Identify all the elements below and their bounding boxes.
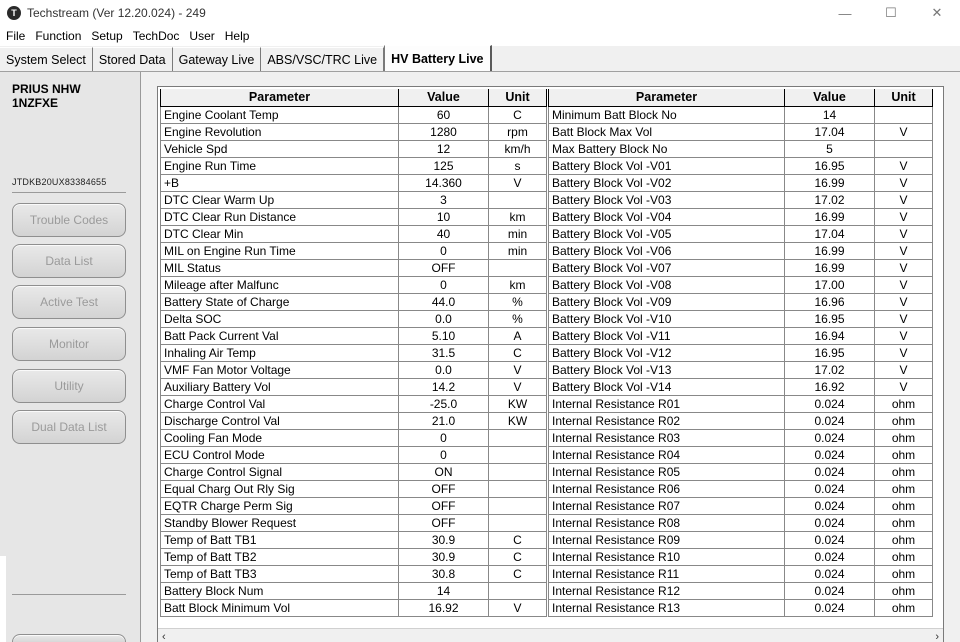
value-cell: 16.95 — [785, 344, 875, 361]
table-row[interactable] — [161, 276, 547, 293]
unit-cell: ohm — [875, 429, 933, 446]
value-cell: 30.9 — [399, 548, 489, 565]
parameter-cell: Engine Run Time — [161, 157, 399, 174]
unit-cell: ohm — [875, 446, 933, 463]
menu-setup[interactable]: Setup — [91, 29, 123, 43]
table-row[interactable] — [161, 429, 547, 446]
column-header-unit[interactable]: Unit — [489, 89, 547, 106]
value-cell: 16.94 — [785, 327, 875, 344]
unit-cell: V — [875, 327, 933, 344]
table-row[interactable] — [549, 259, 933, 276]
parameter-cell: Batt Block Minimum Vol — [161, 599, 399, 616]
unit-cell: s — [489, 157, 547, 174]
value-cell: 0 — [399, 446, 489, 463]
value-cell: 0.024 — [785, 548, 875, 565]
parameter-cell: Internal Resistance R10 — [549, 548, 785, 565]
parameter-cell: Battery Block Vol -V08 — [549, 276, 785, 293]
value-cell: 0.0 — [399, 310, 489, 327]
parameter-cell: Minimum Batt Block No — [549, 106, 785, 123]
unit-cell: V — [875, 157, 933, 174]
parameter-cell: Internal Resistance R04 — [549, 446, 785, 463]
unit-cell: ohm — [875, 412, 933, 429]
tab-hv-battery-live[interactable]: HV Battery Live — [384, 45, 491, 71]
table-row[interactable] — [549, 497, 933, 514]
value-cell: -25.0 — [399, 395, 489, 412]
value-cell: 30.8 — [399, 565, 489, 582]
table-row[interactable] — [161, 361, 547, 378]
table-row[interactable] — [549, 412, 933, 429]
main-content — [141, 72, 960, 642]
unit-cell — [489, 429, 547, 446]
unit-cell: min — [489, 242, 547, 259]
value-cell: 14 — [785, 106, 875, 123]
parameter-cell: Battery Block Vol -V12 — [549, 344, 785, 361]
table-row[interactable] — [161, 599, 547, 616]
parameter-cell: DTC Clear Warm Up — [161, 191, 399, 208]
table-row[interactable] — [161, 242, 547, 259]
parameter-cell: Temp of Batt TB1 — [161, 531, 399, 548]
table-row[interactable] — [549, 480, 933, 497]
parameter-cell: Battery Block Vol -V05 — [549, 225, 785, 242]
parameter-cell: Battery Block Vol -V09 — [549, 293, 785, 310]
table-row[interactable] — [161, 463, 547, 480]
value-cell: 0.024 — [785, 480, 875, 497]
parameter-cell: Battery Block Vol -V03 — [549, 191, 785, 208]
table-row[interactable] — [549, 174, 933, 191]
parameter-cell: Internal Resistance R12 — [549, 582, 785, 599]
parameter-cell: EQTR Charge Perm Sig — [161, 497, 399, 514]
unit-cell: V — [875, 378, 933, 395]
table-row[interactable] — [549, 565, 933, 582]
value-cell: 0 — [399, 276, 489, 293]
tab-gateway-live[interactable]: Gateway Live — [173, 47, 262, 71]
parameter-cell: Inhaling Air Temp — [161, 344, 399, 361]
title-bar — [0, 0, 960, 26]
value-cell: 5.10 — [399, 327, 489, 344]
menu-file[interactable]: File — [6, 29, 26, 43]
dual-data-list-button[interactable]: Dual Data List — [12, 410, 126, 444]
minimize-icon[interactable]: — — [838, 5, 852, 21]
data-list-button[interactable]: Data List — [12, 244, 126, 278]
unit-cell: V — [875, 174, 933, 191]
table-row[interactable] — [549, 429, 933, 446]
parameter-cell: Auxiliary Battery Vol — [161, 378, 399, 395]
unit-cell: V — [875, 361, 933, 378]
value-cell: 0 — [399, 429, 489, 446]
unit-cell: A — [489, 327, 547, 344]
column-header-parameter[interactable]: Parameter — [161, 89, 399, 106]
window-controls — [822, 0, 960, 26]
parameter-cell: Internal Resistance R01 — [549, 395, 785, 412]
value-cell: 0.024 — [785, 599, 875, 616]
parameter-cell: Battery Block Vol -V10 — [549, 310, 785, 327]
table-row[interactable] — [549, 514, 933, 531]
parameter-cell: DTC Clear Min — [161, 225, 399, 242]
value-cell: 5 — [785, 140, 875, 157]
maximize-icon[interactable]: ☐ — [885, 5, 897, 20]
table-row[interactable] — [549, 140, 933, 157]
table-row[interactable] — [549, 446, 933, 463]
table-row[interactable] — [549, 548, 933, 565]
parameter-cell: Internal Resistance R03 — [549, 429, 785, 446]
parameter-cell: Engine Coolant Temp — [161, 106, 399, 123]
table-row[interactable] — [549, 531, 933, 548]
unit-cell: V — [489, 174, 547, 191]
table-row[interactable] — [549, 463, 933, 480]
parameter-cell: ECU Control Mode — [161, 446, 399, 463]
sidebar-edge — [0, 556, 6, 642]
table-row[interactable] — [161, 259, 547, 276]
column-header-value[interactable]: Value — [785, 89, 875, 106]
unit-cell — [875, 106, 933, 123]
value-cell: 0.024 — [785, 514, 875, 531]
value-cell: 0 — [399, 242, 489, 259]
value-cell: 0.024 — [785, 565, 875, 582]
parameter-cell: Battery Block Vol -V13 — [549, 361, 785, 378]
unit-cell: ohm — [875, 599, 933, 616]
unit-cell: ohm — [875, 531, 933, 548]
table-row[interactable] — [549, 378, 933, 395]
parameter-cell: Battery Block Vol -V07 — [549, 259, 785, 276]
parameter-cell: Internal Resistance R08 — [549, 514, 785, 531]
table-row[interactable] — [161, 531, 547, 548]
horizontal-scrollbar[interactable] — [158, 628, 943, 642]
parameter-cell: Vehicle Spd — [161, 140, 399, 157]
parameter-cell: +B — [161, 174, 399, 191]
column-header-unit[interactable]: Unit — [875, 89, 933, 106]
parameter-cell: MIL Status — [161, 259, 399, 276]
sidebar-divider — [12, 192, 126, 193]
value-cell: 17.04 — [785, 225, 875, 242]
table-row[interactable] — [549, 225, 933, 242]
table-row[interactable] — [549, 123, 933, 140]
unit-cell: V — [875, 208, 933, 225]
sidebar-bottom-button[interactable] — [12, 634, 126, 642]
parameter-cell: Batt Pack Current Val — [161, 327, 399, 344]
parameter-cell: Battery Block Vol -V02 — [549, 174, 785, 191]
unit-cell: min — [489, 225, 547, 242]
value-cell: 0.024 — [785, 463, 875, 480]
table-row[interactable] — [161, 106, 547, 123]
parameter-cell: Charge Control Val — [161, 395, 399, 412]
value-cell: 14 — [399, 582, 489, 599]
parameter-cell: Internal Resistance R13 — [549, 599, 785, 616]
value-cell: 16.95 — [785, 310, 875, 327]
unit-cell: km/h — [489, 140, 547, 157]
value-cell: 30.9 — [399, 531, 489, 548]
unit-cell: V — [489, 599, 547, 616]
value-cell: 17.04 — [785, 123, 875, 140]
window-title: Techstream (Ver 12.20.024) - 249 — [27, 6, 206, 20]
unit-cell: ohm — [875, 514, 933, 531]
table-row[interactable] — [161, 327, 547, 344]
sidebar-divider — [12, 594, 126, 595]
table-row[interactable] — [549, 344, 933, 361]
unit-cell: V — [875, 123, 933, 140]
data-table-right — [548, 89, 933, 617]
value-cell: 0.024 — [785, 497, 875, 514]
data-table-left — [160, 89, 547, 617]
tab-system-select[interactable]: System Select — [0, 47, 93, 71]
value-cell: 14.360 — [399, 174, 489, 191]
unit-cell — [489, 191, 547, 208]
unit-cell: V — [875, 259, 933, 276]
parameter-cell: DTC Clear Run Distance — [161, 208, 399, 225]
table-row[interactable] — [161, 378, 547, 395]
value-cell: 125 — [399, 157, 489, 174]
table-row[interactable] — [161, 174, 547, 191]
unit-cell: rpm — [489, 123, 547, 140]
value-cell: 0.0 — [399, 361, 489, 378]
value-cell: 0.024 — [785, 446, 875, 463]
value-cell: 60 — [399, 106, 489, 123]
monitor-button[interactable]: Monitor — [12, 327, 126, 361]
menu-bar — [0, 27, 960, 45]
value-cell: 0.024 — [785, 429, 875, 446]
sidebar — [0, 72, 141, 642]
parameter-cell: Internal Resistance R02 — [549, 412, 785, 429]
table-row[interactable] — [161, 344, 547, 361]
unit-cell: C — [489, 531, 547, 548]
menu-function[interactable]: Function — [35, 29, 82, 43]
unit-cell: V — [875, 276, 933, 293]
value-cell: 17.02 — [785, 361, 875, 378]
value-cell: 10 — [399, 208, 489, 225]
unit-cell: ohm — [875, 497, 933, 514]
table-row[interactable] — [549, 582, 933, 599]
vin-number: JTDKB20UX83384655 — [12, 177, 107, 187]
value-cell: OFF — [399, 480, 489, 497]
parameter-cell: Battery State of Charge — [161, 293, 399, 310]
table-row[interactable] — [161, 293, 547, 310]
value-cell: 0.024 — [785, 412, 875, 429]
utility-button[interactable]: Utility — [12, 369, 126, 403]
unit-cell — [489, 446, 547, 463]
unit-cell: % — [489, 293, 547, 310]
value-cell: 16.99 — [785, 174, 875, 191]
table-row[interactable] — [549, 361, 933, 378]
value-cell: OFF — [399, 497, 489, 514]
parameter-cell: Internal Resistance R09 — [549, 531, 785, 548]
value-cell: 16.92 — [399, 599, 489, 616]
unit-cell: V — [875, 310, 933, 327]
unit-cell: ohm — [875, 463, 933, 480]
value-cell: 31.5 — [399, 344, 489, 361]
parameter-cell: Battery Block Vol -V04 — [549, 208, 785, 225]
parameter-cell: MIL on Engine Run Time — [161, 242, 399, 259]
table-row[interactable] — [161, 123, 547, 140]
value-cell: 44.0 — [399, 293, 489, 310]
menu-techdoc[interactable]: TechDoc — [132, 29, 180, 43]
value-cell: 16.99 — [785, 259, 875, 276]
table-row[interactable] — [161, 225, 547, 242]
unit-cell: C — [489, 344, 547, 361]
parameter-cell: Temp of Batt TB3 — [161, 565, 399, 582]
table-row[interactable] — [549, 310, 933, 327]
parameter-cell: Internal Resistance R05 — [549, 463, 785, 480]
value-cell: 0.024 — [785, 582, 875, 599]
unit-cell: km — [489, 208, 547, 225]
value-cell: 16.96 — [785, 293, 875, 310]
value-cell: 3 — [399, 191, 489, 208]
table-row[interactable] — [549, 395, 933, 412]
value-cell: OFF — [399, 514, 489, 531]
tab-stored-data[interactable]: Stored Data — [93, 47, 173, 71]
menu-user[interactable]: User — [189, 29, 215, 43]
menu-help[interactable]: Help — [224, 29, 250, 43]
value-cell: 14.2 — [399, 378, 489, 395]
unit-cell: V — [875, 344, 933, 361]
table-row[interactable] — [161, 480, 547, 497]
parameter-cell: Delta SOC — [161, 310, 399, 327]
table-row[interactable] — [549, 106, 933, 123]
techstream-logo-icon: T — [7, 6, 21, 20]
value-cell: 12 — [399, 140, 489, 157]
trouble-codes-button[interactable]: Trouble Codes — [12, 203, 126, 237]
unit-cell: ohm — [875, 480, 933, 497]
parameter-cell: Equal Charg Out Rly Sig — [161, 480, 399, 497]
parameter-cell: Battery Block Num — [161, 582, 399, 599]
unit-cell — [489, 480, 547, 497]
value-cell: 16.99 — [785, 208, 875, 225]
table-row[interactable] — [161, 497, 547, 514]
parameter-cell: Batt Block Max Vol — [549, 123, 785, 140]
unit-cell: V — [875, 242, 933, 259]
table-row[interactable] — [161, 191, 547, 208]
unit-cell: C — [489, 565, 547, 582]
vehicle-model: PRIUS NHW 1NZFXE — [12, 82, 81, 110]
column-header-parameter[interactable]: Parameter — [549, 89, 785, 106]
table-row[interactable] — [549, 242, 933, 259]
unit-cell — [875, 140, 933, 157]
table-row[interactable] — [161, 582, 547, 599]
table-row[interactable] — [549, 599, 933, 616]
value-cell: 17.02 — [785, 191, 875, 208]
value-cell: 0.024 — [785, 395, 875, 412]
unit-cell: ohm — [875, 565, 933, 582]
unit-cell — [489, 259, 547, 276]
parameter-cell: Internal Resistance R07 — [549, 497, 785, 514]
table-row[interactable] — [549, 327, 933, 344]
unit-cell: V — [875, 191, 933, 208]
unit-cell: KW — [489, 395, 547, 412]
unit-cell: V — [489, 378, 547, 395]
value-cell: 1280 — [399, 123, 489, 140]
table-row[interactable] — [549, 276, 933, 293]
unit-cell: km — [489, 276, 547, 293]
unit-cell: KW — [489, 412, 547, 429]
scroll-right-arrow-icon[interactable]: › — [935, 631, 939, 642]
table-row[interactable] — [161, 157, 547, 174]
table-row[interactable] — [161, 514, 547, 531]
active-test-button[interactable]: Active Test — [12, 285, 126, 319]
value-cell: OFF — [399, 259, 489, 276]
parameter-cell: Internal Resistance R06 — [549, 480, 785, 497]
table-row[interactable] — [161, 395, 547, 412]
table-row[interactable] — [549, 157, 933, 174]
parameter-cell: Mileage after Malfunc — [161, 276, 399, 293]
parameter-cell: Cooling Fan Mode — [161, 429, 399, 446]
parameter-cell: Discharge Control Val — [161, 412, 399, 429]
unit-cell: % — [489, 310, 547, 327]
parameter-cell: Battery Block Vol -V06 — [549, 242, 785, 259]
value-cell: 17.00 — [785, 276, 875, 293]
unit-cell: ohm — [875, 582, 933, 599]
table-row[interactable] — [161, 446, 547, 463]
value-cell: 16.95 — [785, 157, 875, 174]
table-row[interactable] — [161, 565, 547, 582]
parameter-cell: Battery Block Vol -V14 — [549, 378, 785, 395]
parameter-cell: Max Battery Block No — [549, 140, 785, 157]
parameter-cell: Internal Resistance R11 — [549, 565, 785, 582]
tab-abs-vsc-trc-live[interactable]: ABS/VSC/TRC Live — [261, 47, 384, 71]
parameter-cell: Battery Block Vol -V01 — [549, 157, 785, 174]
unit-cell — [489, 497, 547, 514]
unit-cell: V — [489, 361, 547, 378]
scroll-left-arrow-icon[interactable]: ‹ — [162, 631, 166, 642]
unit-cell — [489, 582, 547, 599]
parameter-cell: Temp of Batt TB2 — [161, 548, 399, 565]
value-cell: 21.0 — [399, 412, 489, 429]
column-header-value[interactable]: Value — [399, 89, 489, 106]
value-cell: 40 — [399, 225, 489, 242]
parameter-cell: Battery Block Vol -V11 — [549, 327, 785, 344]
table-row[interactable] — [161, 208, 547, 225]
unit-cell: ohm — [875, 395, 933, 412]
tab-bar — [0, 46, 960, 72]
table-row[interactable] — [549, 191, 933, 208]
parameter-cell: VMF Fan Motor Voltage — [161, 361, 399, 378]
table-row[interactable] — [161, 140, 547, 157]
table-row[interactable] — [549, 293, 933, 310]
value-cell: 0.024 — [785, 531, 875, 548]
parameter-cell: Engine Revolution — [161, 123, 399, 140]
table-row[interactable] — [161, 412, 547, 429]
unit-cell — [489, 514, 547, 531]
table-row[interactable] — [549, 208, 933, 225]
value-cell: ON — [399, 463, 489, 480]
parameter-cell: Charge Control Signal — [161, 463, 399, 480]
unit-cell: ohm — [875, 548, 933, 565]
value-cell: 16.92 — [785, 378, 875, 395]
table-row[interactable] — [161, 548, 547, 565]
data-grid — [157, 86, 944, 642]
unit-cell: C — [489, 548, 547, 565]
parameter-cell: Standby Blower Request — [161, 514, 399, 531]
table-row[interactable] — [161, 310, 547, 327]
unit-cell: C — [489, 106, 547, 123]
unit-cell — [489, 463, 547, 480]
unit-cell: V — [875, 293, 933, 310]
close-icon[interactable]: ✕ — [931, 5, 943, 20]
unit-cell: V — [875, 225, 933, 242]
value-cell: 16.99 — [785, 242, 875, 259]
